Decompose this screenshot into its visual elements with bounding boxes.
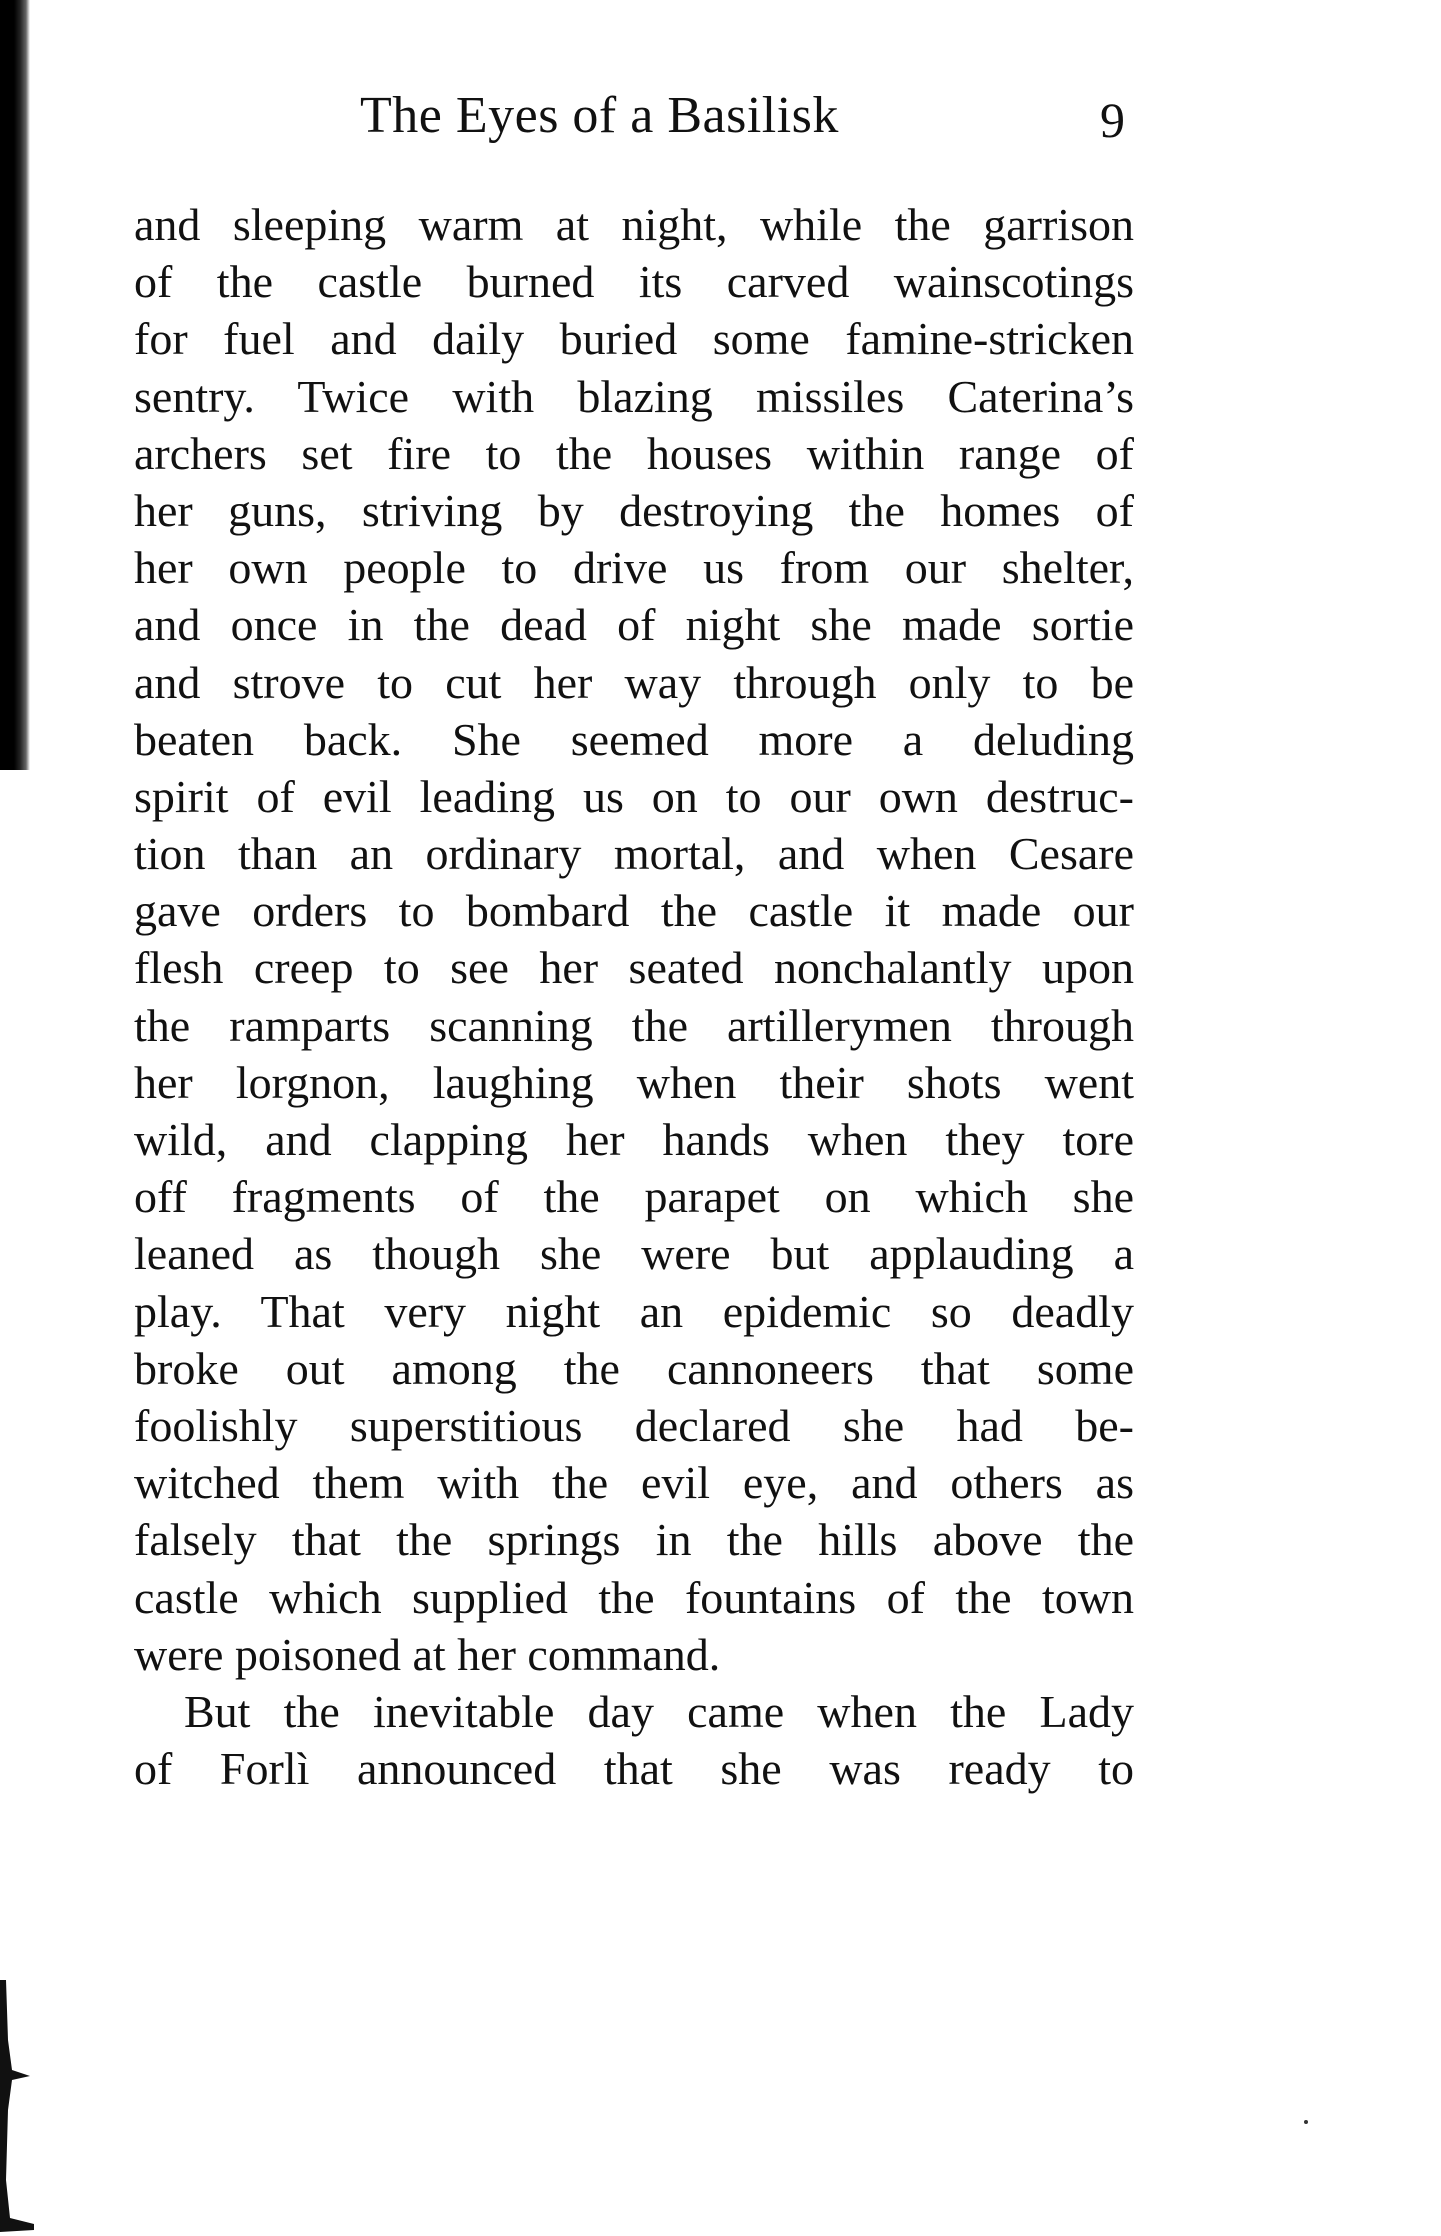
text-line: spirit of evil leading us on to our own destruc- bbox=[134, 770, 1134, 822]
scan-speck bbox=[1304, 2120, 1308, 2124]
text-line: of the castle burned its carved wainscotings bbox=[134, 256, 1134, 308]
body-text bbox=[134, 196, 1134, 1797]
text-line: falsely that the springs in the hills above the bbox=[134, 1514, 1134, 1566]
text-line: leaned as though she were but applauding a bbox=[134, 1228, 1134, 1280]
text-line: her lorgnon, laughing when their shots went bbox=[134, 1056, 1134, 1108]
text-line: her guns, striving by destroying the homes of bbox=[134, 484, 1134, 536]
text-line: But the inevitable day came when the Lady bbox=[184, 1685, 1134, 1737]
text-line: of Forlì announced that she was ready to bbox=[134, 1743, 1134, 1795]
text-line: play. That very night an epidemic so deadly bbox=[134, 1285, 1134, 1337]
text-line: beaten back. She seemed more a deluding bbox=[134, 713, 1134, 765]
binding-shadow-lower bbox=[0, 1980, 36, 2236]
text-line: foolishly superstitious declared she had be- bbox=[134, 1399, 1134, 1451]
text-line: archers set fire to the houses within range of bbox=[134, 427, 1134, 479]
text-line: wild, and clapping her hands when they tore bbox=[134, 1114, 1134, 1165]
text-line: broke out among the cannoneers that some bbox=[134, 1342, 1134, 1394]
text-line: her own people to drive us from our shelter, bbox=[134, 542, 1134, 594]
running-title: The Eyes of a Basilisk bbox=[360, 87, 839, 144]
page-number: 9 bbox=[1100, 92, 1125, 148]
text-line: and once in the dead of night she made sortie bbox=[134, 599, 1134, 651]
text-line: for fuel and daily buried some famine-stricken bbox=[134, 313, 1134, 365]
running-header bbox=[0, 86, 1441, 146]
text-line: sentry. Twice with blazing missiles Caterina’s bbox=[134, 370, 1134, 422]
text-line: flesh creep to see her seated nonchalantly upon bbox=[134, 942, 1134, 994]
text-line: tion than an ordinary mortal, and when Cesare bbox=[134, 828, 1134, 880]
text-line: off fragments of the parapet on which she bbox=[134, 1171, 1134, 1223]
text-line: gave orders to bombard the castle it made our bbox=[134, 885, 1134, 937]
text-line: the ramparts scanning the artillerymen through bbox=[134, 999, 1134, 1051]
text-line: witched them with the evil eye, and others as bbox=[134, 1457, 1134, 1509]
text-line: and sleeping warm at night, while the garrison bbox=[134, 199, 1134, 250]
text-line: and strove to cut her way through only to be bbox=[134, 656, 1134, 708]
text-line: castle which supplied the fountains of the town bbox=[134, 1571, 1134, 1623]
text-line: were poisoned at her command. bbox=[134, 1628, 721, 1680]
